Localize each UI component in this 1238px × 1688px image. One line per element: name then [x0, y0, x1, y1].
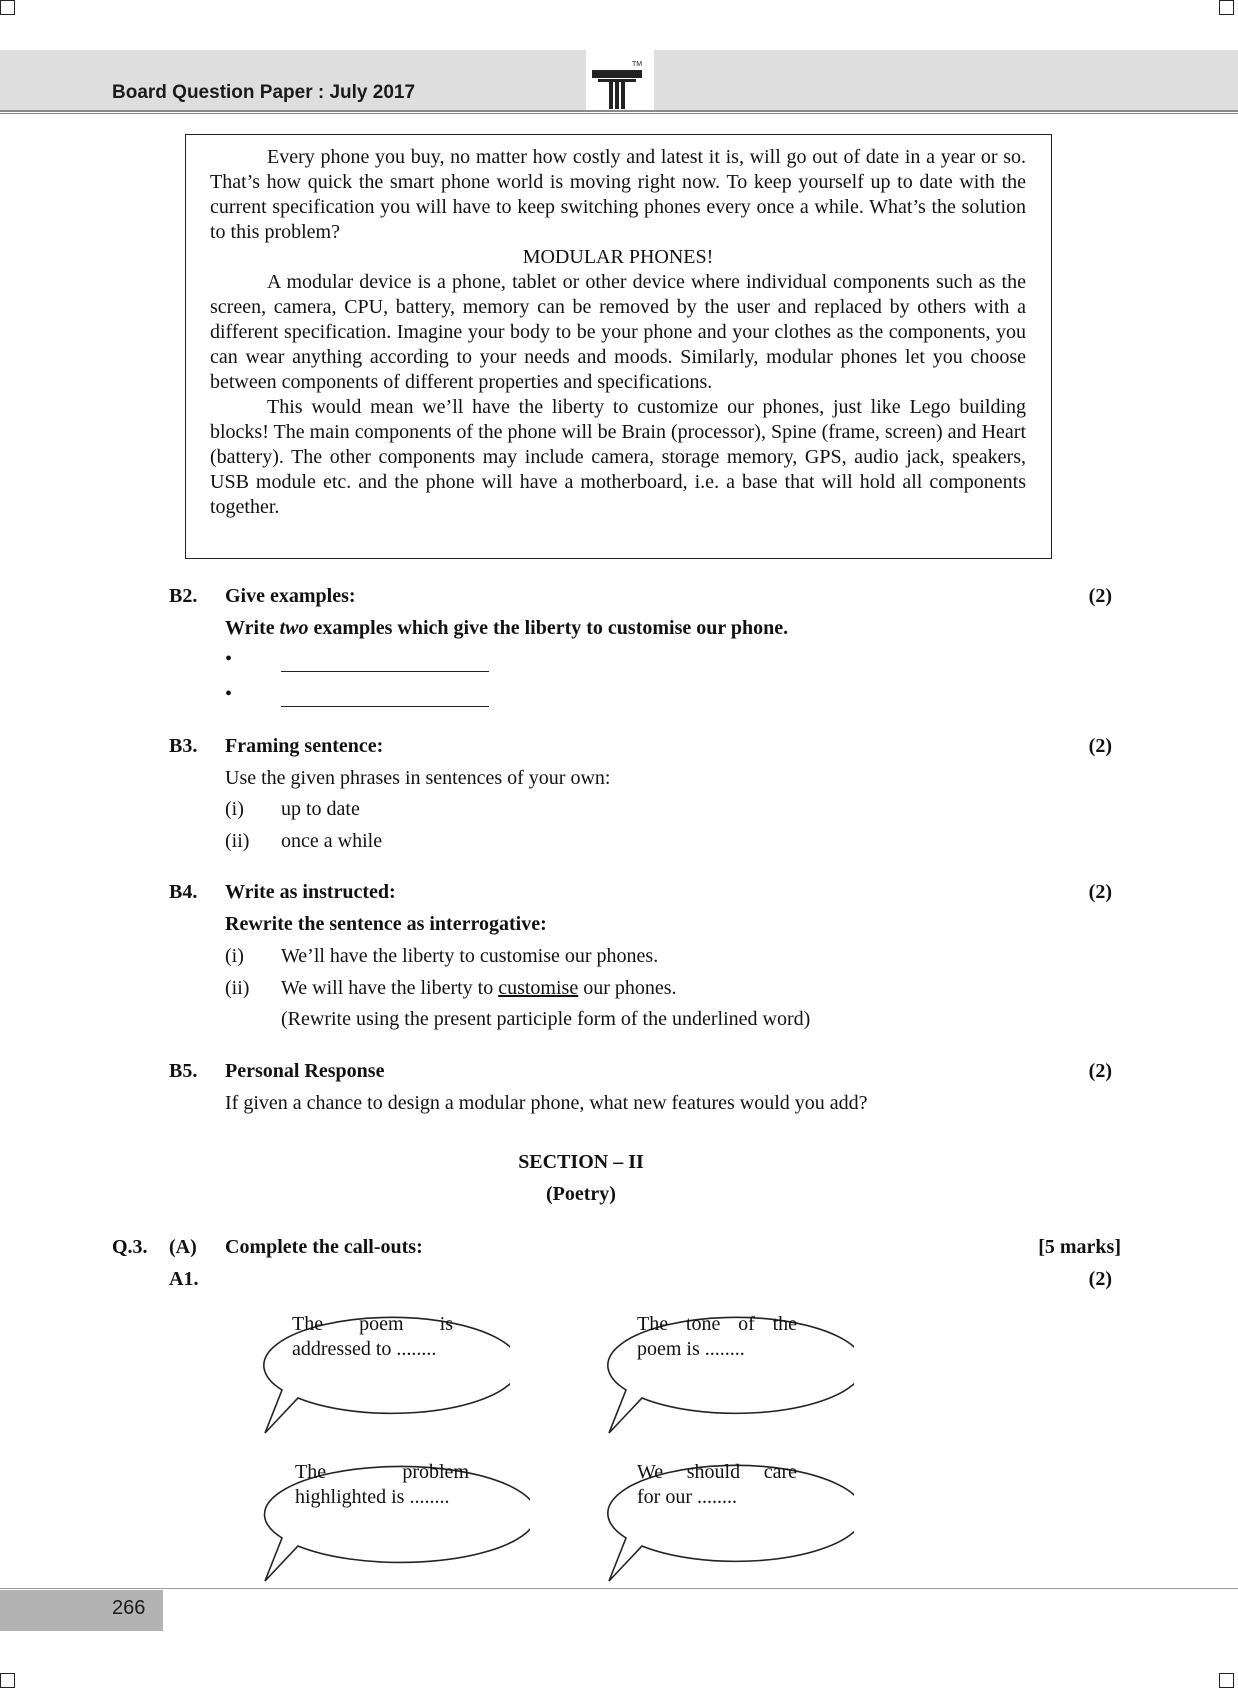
b3-title: Framing sentence: [225, 735, 384, 757]
passage-paragraph-3: This would mean we’ll have the liberty to customize our phones, just like Lego building blocks! The main components of the phone will be Brain (processor), Spine (frame, screen) and Heart (battery). The other components may include camera, storage memory, GPS, audio jack, speakers, USB module etc. and the phone will have a motherboard, i.e. a base that will hold all components together. [210, 396, 1026, 518]
b3-item-text-2: once a while [281, 830, 383, 852]
underlined-word: customise [498, 977, 579, 999]
crop-mark-top-left [0, 0, 15, 15]
reading-passage [185, 134, 1052, 559]
b4-item-text-1: We’ll have the liberty to customise our phones. [281, 945, 659, 967]
passage-heading: MODULAR PHONES! [522, 246, 714, 268]
callout-text-4: We should care for our ........ [637, 1461, 797, 1508]
b4-title: Write as instructed: [225, 881, 396, 903]
publisher-logo-icon [592, 57, 648, 111]
q3-part: (A) [169, 1236, 197, 1258]
b4-instruction: Rewrite the sentence as interrogative: [225, 913, 547, 935]
b4-marks: (2) [1088, 881, 1112, 903]
header-title: Board Question Paper : July 2017 [112, 82, 416, 103]
b3-number: B3. [169, 735, 198, 757]
b5-title: Personal Response [225, 1060, 385, 1082]
passage-paragraph-1: Every phone you buy, no matter how costly and latest it is, will go out of date in a year or so. That’s how quick the smart phone world is moving right now. To keep yourself up to date with the current specification you will have to keep switching phones every once a while. What’s the solution to this problem? [210, 146, 1026, 243]
b4-note: (Rewrite using the present participle form of the underlined word) [281, 1008, 811, 1030]
q3-title: Complete the call-outs: [225, 1236, 423, 1258]
callout-text-2: The tone of the poem is ........ [637, 1313, 797, 1360]
b4-number: B4. [169, 881, 198, 903]
b4-item-label-2: (ii) [225, 977, 250, 999]
q3-number: Q.3. [112, 1236, 148, 1258]
b4-item-label-1: (i) [225, 945, 244, 967]
crop-mark-bottom-right [1219, 1673, 1234, 1688]
callout-text-3: The problem highlighted is ........ [295, 1461, 469, 1508]
footer-rule [0, 1588, 1238, 1589]
callout-text-1: The poem is addressed to ........ [292, 1313, 453, 1360]
section-title: SECTION – II [518, 1151, 644, 1173]
logo-trademark: TM [632, 61, 643, 68]
b5-number: B5. [169, 1060, 198, 1082]
page-number: 266 [112, 1597, 146, 1619]
b2-bullet-1: • [225, 648, 233, 670]
b4-item-text-2: We will have the liberty to customise our phones. [281, 977, 677, 999]
q3-marks: [5 marks] [1038, 1236, 1121, 1258]
crop-mark-bottom-left [0, 1673, 15, 1688]
b2-bullet-2: • [225, 683, 233, 705]
a1-marks: (2) [1088, 1268, 1112, 1290]
b2-number: B2. [169, 585, 198, 607]
b3-item-text-1: up to date [281, 798, 360, 820]
b2-marks: (2) [1088, 585, 1112, 607]
b5-question: If given a chance to design a modular phone, what new features would you add? [225, 1092, 868, 1114]
b5-marks: (2) [1088, 1060, 1112, 1082]
section-subtitle: (Poetry) [546, 1183, 616, 1205]
b3-item-label-2: (ii) [225, 830, 250, 852]
b2-instruction: Write two examples which give the liberty to customise our phone. [225, 617, 789, 639]
b2-title: Give examples: [225, 585, 356, 607]
b2-answer-blank-2 [281, 706, 489, 707]
passage-paragraph-2: A modular device is a phone, tablet or other device where individual components such as the screen, camera, CPU, battery, memory can be removed by the user and replaced by others with a different specification. Imagine your body to be your phone and your clothes as the components, you can wear anything according to your needs and moods. Similarly, modular phones let you choose between components of different properties and specifications. [210, 271, 1026, 393]
b3-item-label-1: (i) [225, 798, 244, 820]
b2-answer-blank-1 [281, 671, 489, 672]
b3-instruction: Use the given phrases in sentences of your own: [225, 767, 611, 789]
header-rule-thin [0, 113, 1238, 114]
a1-number: A1. [169, 1268, 199, 1290]
crop-mark-top-right [1219, 0, 1234, 15]
b3-marks: (2) [1088, 735, 1112, 757]
